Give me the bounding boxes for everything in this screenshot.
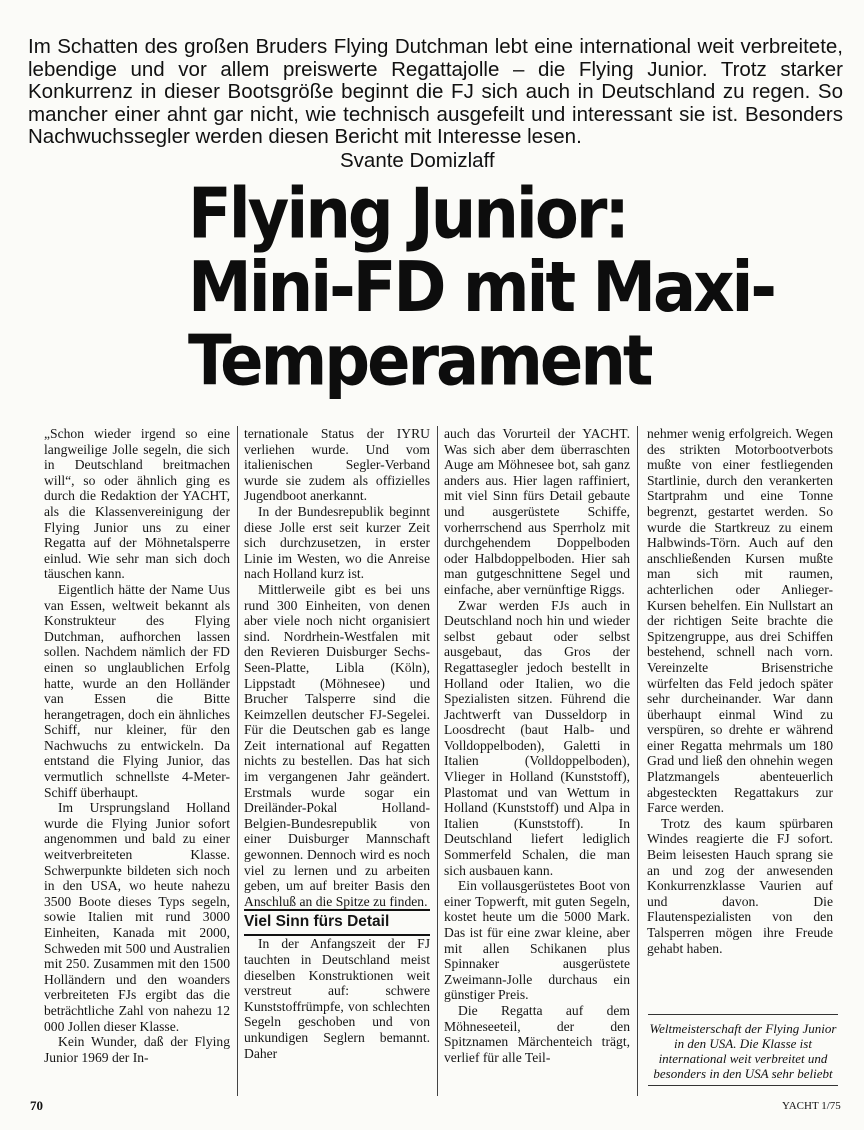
paragraph: nehmer wenig erfolgreich. Wegen des strikten Motorbootverbots mußte von einer festliegenden Startlinie, durch den verankerten Startprahm und eine Tonne begrenzt, gestartet werden. So wurde die Startkreuz zu einem Halbwinds-Törn. Auch auf den anschließenden Kursen mußte man sich mit raumen, achterlichen oder Anlieger-Kursen behelfen. Ein Nullstart an der richtigen Seite brachte die Spitzengruppe, aus drei Schiffen bestehend, schnell nach vorn. Vereinzelte Brisenstriche würfelten das Feld jedoch später sehr durcheinander. War dann überhaupt einmal Wind zu verspüren, so drehte er während einer Regatta mehrmals um 180 Grad und ließ den ohnehin wegen Platzmangels abenteuerlich abgesteckten Regattakurs zur Farce werden. (647, 426, 833, 816)
paragraph: Kein Wunder, daß der Flying Junior 1969 der In- (44, 1034, 230, 1065)
column-divider (237, 426, 238, 1096)
paragraph: auch das Vorurteil der YACHT. Was sich aber dem überraschten Auge am Möhnesee bot, sah ganz anders aus. Hier lagen raffiniert, mit viel Sinn fürs Detail gebaute und ausgerüstete Schiffe, vorherrschend aus Sperrholz mit durchgehendem Doppelboden oder Halbdoppelboden. Hier sah man gutgeschnittene Segel und einfache, aber vernünftige Riggs. (444, 426, 630, 597)
page-number: 70 (30, 1098, 43, 1113)
article-body (44, 426, 842, 1096)
column-divider (437, 426, 438, 1096)
paragraph: Eigentlich hätte der Name Uus van Essen, weltweit bekannt als Konstrukteur des Flying Dutchman, aufhorchen lassen sollen. Nachdem nämlich der FD einen so unglaublichen Erfolg hatte, wurde an den Holländer van Essen die Bitte herangetragen, doch ein ähnliches Schiff, nur kleiner, für den Nachwuchs zu entwickeln. Da entstand die Flying Junior, das vermutlich schnellste 4-Meter-Schiff überhaupt. (44, 581, 230, 800)
article-headline: Flying Junior: Mini-FD mit Maxi- Temperament (188, 174, 774, 402)
paragraph: Die Regatta auf dem Möhneseeteil, der den Spitznamen Märchenteich trägt, verlief für alle Teil- (444, 1002, 630, 1065)
paragraph: Zwar werden FJs auch in Deutschland noch hin und wieder selbst gebaut oder selbst ausgebaut, das Gros der Regattasegler jedoch bestellt in Holland oder Italien, wo die Spezialisten sitzen. Führend die Jachtwerft van Dusseldorp in Loosdrecht (baut Halb- und Volldoppelboden), Galetti in Italien (Volldoppelboden), Vlieger in Holland (Kunststoff), Plastomat und van Wettum in Holland (Kunststoff) und Alpa in Italien (Kunststoff). In Deutschland liefert lediglich Sommerfeld Schalen, die man sich ausbauen kann. (444, 597, 630, 878)
paragraph: ternationale Status der IYRU verliehen wurde. Und vom italienischen Segler-Verband wurde sie zudem als offizielles Jugendboot anerkannt. (244, 426, 430, 504)
paragraph: Im Ursprungsland Holland wurde die Flying Junior sofort angenommen und bald zu einer weitverbreiteten Klasse. Schwerpunkte bildeten sich noch in den USA, wo heute nahezu 3500 Boote dieses Typs segeln, sowie Italien mit rund 3000 Einheiten, Kanada mit 2000, Schweden mit 500 und Australien mit 250. Zusammen mit den 1500 Holländern und den woanders verbreiteten FJs ergibt das die beträchtliche Zahl von nahezu 12 000 Jollen dieser Klasse. (44, 800, 230, 1034)
column-4 (647, 426, 833, 1006)
photo-caption: Weltmeisterschaft der Flying Junior in den USA. Die Klasse ist international weit verbreitet und besonders in den USA sehr beliebt (648, 1014, 838, 1086)
column-3 (444, 426, 630, 1096)
issue-label: YACHT 1/75 (782, 1100, 841, 1112)
intro-paragraph: Im Schatten des großen Bruders Flying Dutchman lebt eine international weit verbreitete, lebendige und vor allem preiswerte Regattajolle – die Flying Junior. Trotz starker Konkurrenz in dieser Bootsgröße beginnt die FJ sich auch in Deutschland zu regen. So mancher einer ahnt gar nicht, wie technisch ausgefeilt und interessant sie ist. Besonders Nachwuchssegler werden diesen Bericht mit Interesse lesen. (28, 35, 843, 148)
author-name: Svante Domizlaff (340, 149, 495, 172)
column-1 (44, 426, 230, 1096)
paragraph: Ein vollausgerüstetes Boot von einer Topwerft, mit guten Segeln, kostet heute um die 5000 Mark. Das ist für eine zwar kleine, aber mit allen Schikanen plus Spinnaker ausgerüstete Zweimann-Jolle durchaus ein günstiger Preis. (444, 878, 630, 1003)
paragraph: In der Bundesrepublik beginnt diese Jolle erst seit kurzer Zeit sich durchzusetzen, in erster Linie im Westen, wo die Anreise nach Holland kurz ist. (244, 503, 430, 582)
section-subhead: Viel Sinn fürs Detail (244, 909, 430, 936)
column-2 (244, 426, 430, 1096)
column-divider (637, 426, 638, 1096)
paragraph: Trotz des kaum spürbaren Windes reagierte die FJ sofort. Beim leisesten Hauch sprang sie an und zog der anwesenden Konkurrenzklasse Vaurien auf und davon. Die Flautenspezialisten von den Talsperren mögen ihre Freude gehabt haben. (647, 815, 833, 956)
paragraph: Mittlerweile gibt es bei uns rund 300 Einheiten, von denen aber viele noch nicht organisiert sind. Nordrhein-Westfalen mit den Revieren Duisburger Sechs-Seen-Platte, Libla (Köln), Lippstadt (Möhnesee) und Brucher Talsperre sind die Keimzellen deutscher FJ-Segelei. Für die Deutschen gab es lange Zeit international auf Regatten nichts zu bestellen. Das hat sich im vergangenen Jahr geändert. Erstmals wurde sogar ein Dreiländer-Pokal Holland-Belgien-Bundesrepublik von einer Duisburger Mannschaft gewonnen. Dennoch wird es noch viel zu lernen und zu arbeiten geben, um auf breiter Basis den Anschluß an die Spitze zu finden. (244, 581, 430, 909)
paragraph: „Schon wieder irgend so eine langweilige Jolle segeln, die sich in Deutschland breitmachen will“, so oder ähnlich ging es durch die Redaktion der YACHT, als die Klassenvereinigung der Flying Junior uns zu einer Regatta auf der Möhnetalsperre einlud. Wie sehr man sich doch täuschen kann. (44, 426, 230, 582)
paragraph: In der Anfangszeit der FJ tauchten in Deutschland meist dieselben Konstruktionen weit verstreut auf: schwere Kunststoffrümpfe, von schlechten Segeln geschoben und von unkundigen Seglern bemannt. Daher (244, 936, 430, 1061)
